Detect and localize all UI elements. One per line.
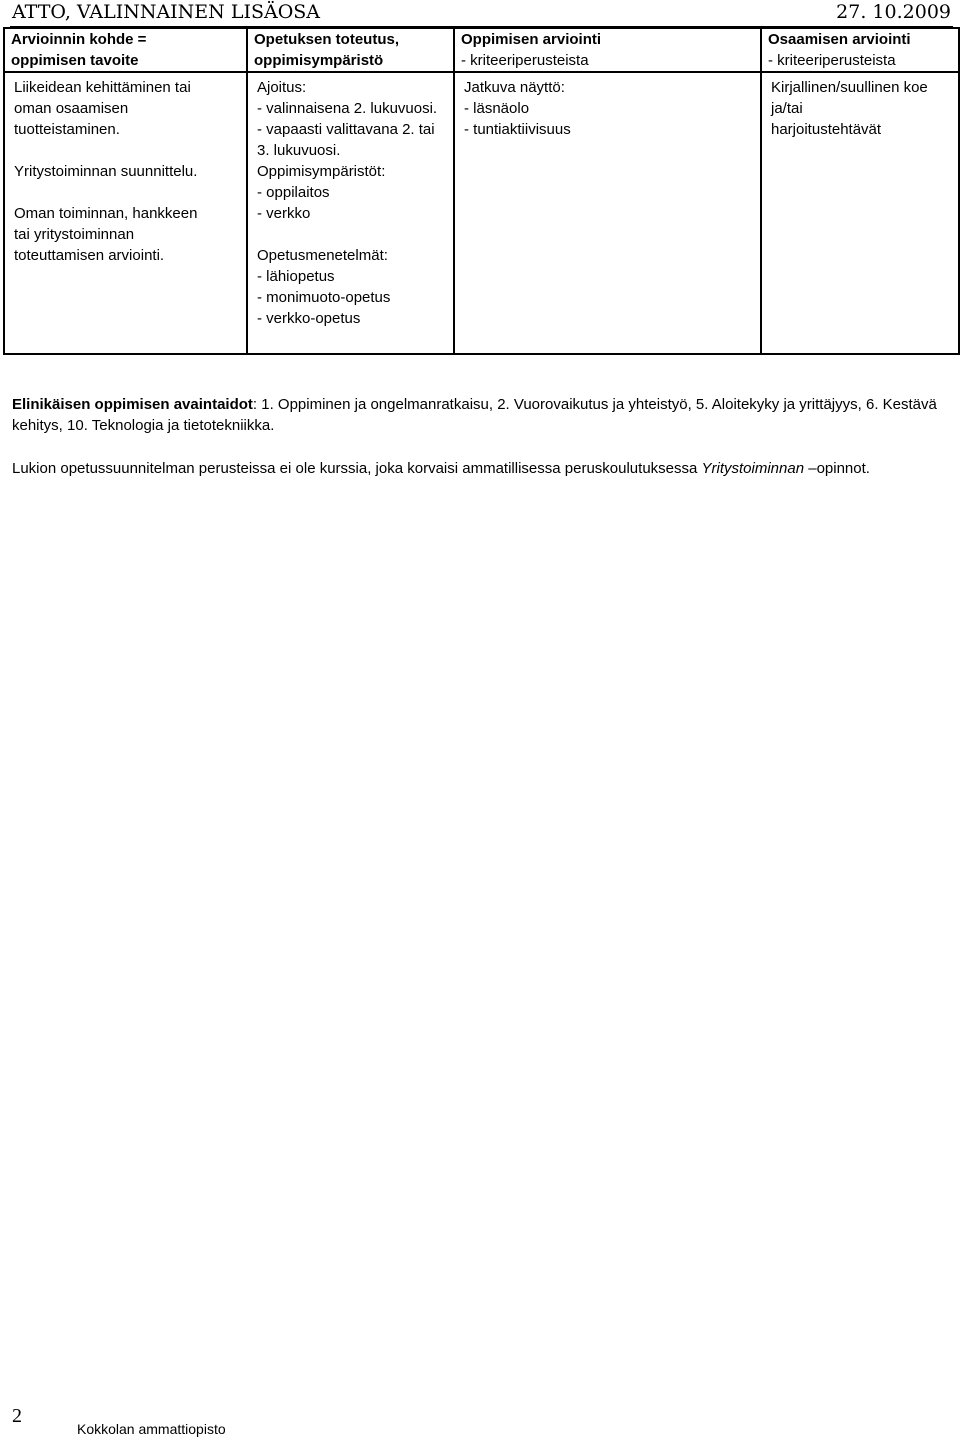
- column-header-title: Opetuksen toteutus,: [254, 31, 400, 48]
- page-number: 2: [12, 1405, 22, 1427]
- cell-text: Kirjallinen/suullinen koe: [771, 79, 928, 96]
- key-competences-note: [12, 394, 942, 436]
- cell-text: Oman toiminnan, hankkeen: [14, 205, 198, 222]
- cell-text: harjoitustehtävät: [771, 121, 882, 138]
- column-header-subtitle: - kriteeriperusteista: [461, 52, 589, 69]
- curriculum-note-tail: –opinnot.: [804, 460, 870, 477]
- column-header-title: Oppimisen arviointi: [461, 31, 602, 48]
- cell-text: Liikeidean kehittäminen tai: [14, 79, 191, 96]
- continuous-demonstration-label: Jatkuva näyttö:: [464, 79, 565, 96]
- column-header-title: Arvioinnin kohde =: [11, 31, 147, 48]
- paragraph-gap: [14, 182, 240, 203]
- column-header-title: Osaamisen arviointi: [768, 31, 911, 48]
- curriculum-note-emphasis: Yritystoiminnan: [701, 460, 805, 477]
- document-title: ATTO, VALINNAINEN LISÄOSA: [12, 1, 321, 23]
- paragraph-gap: [14, 140, 240, 161]
- cell-text: ja/tai: [771, 100, 803, 117]
- methods-label: Opetusmenetelmät:: [257, 247, 388, 264]
- cell-competence-assessment: [761, 72, 959, 354]
- timing-item: - vapaasti valittavana 2. tai: [257, 121, 435, 138]
- table-header-row: [4, 28, 959, 72]
- cell-text: tuotteistaminen.: [14, 121, 120, 138]
- assessment-item: - tuntiaktiivisuus: [464, 121, 571, 138]
- footer-organization: Kokkolan ammattiopisto: [77, 1421, 226, 1437]
- column-header-subtitle: - kriteeriperusteista: [768, 52, 896, 69]
- document-header: [10, 0, 953, 29]
- cell-text: oman osaamisen: [14, 100, 129, 117]
- table-row: [4, 72, 959, 354]
- column-header-subtitle: oppimisympäristö: [254, 52, 384, 69]
- column-header-assessment-target: [4, 28, 247, 72]
- cell-assessment-target: [4, 72, 247, 354]
- cell-text: toteuttamisen arviointi.: [14, 247, 165, 264]
- method-item: - verkko-opetus: [257, 310, 361, 327]
- key-competences-lead: Elinikäisen oppimisen avaintaidot: [12, 396, 253, 413]
- column-header-teaching: [247, 28, 454, 72]
- environment-item: - oppilaitos: [257, 184, 330, 201]
- column-header-subtitle: oppimisen tavoite: [11, 52, 139, 69]
- environments-label: Oppimisympäristöt:: [257, 163, 386, 180]
- cell-text: tai yritystoiminnan: [14, 226, 135, 243]
- document-date: 27. 10.2009: [836, 1, 951, 23]
- assessment-table: [3, 27, 960, 355]
- curriculum-note-text: Lukion opetussuunnitelman perusteissa ei ole kurssia, joka korvaisi ammatillisessa peruskoulutuksessa: [12, 460, 702, 477]
- timing-item-continuation: 3. lukuvuosi.: [257, 142, 341, 159]
- curriculum-note: [12, 458, 942, 479]
- column-header-learning-assessment: [454, 28, 761, 72]
- paragraph-gap: [257, 224, 447, 245]
- cell-teaching: [247, 72, 454, 354]
- assessment-item: - läsnäolo: [464, 100, 530, 117]
- cell-learning-assessment: [454, 72, 761, 354]
- page-footer: [12, 1404, 412, 1438]
- timing-item: - valinnaisena 2. lukuvuosi.: [257, 100, 438, 117]
- cell-text: Yritystoiminnan suunnittelu.: [14, 163, 198, 180]
- key-competences-list: : 1. Oppiminen ja ongelmanratkaisu, 2. Vuorovaikutus ja yhteistyö, 5. Aloitekyky ja yrittäjyys, 6. Kestävä kehitys, 10. Teknologia ja tietotekniikka.: [12, 396, 937, 434]
- method-item: - lähiopetus: [257, 268, 335, 285]
- environment-item: - verkko: [257, 205, 311, 222]
- method-item: - monimuoto-opetus: [257, 289, 391, 306]
- timing-label: Ajoitus:: [257, 79, 307, 96]
- column-header-competence-assessment: [761, 28, 959, 72]
